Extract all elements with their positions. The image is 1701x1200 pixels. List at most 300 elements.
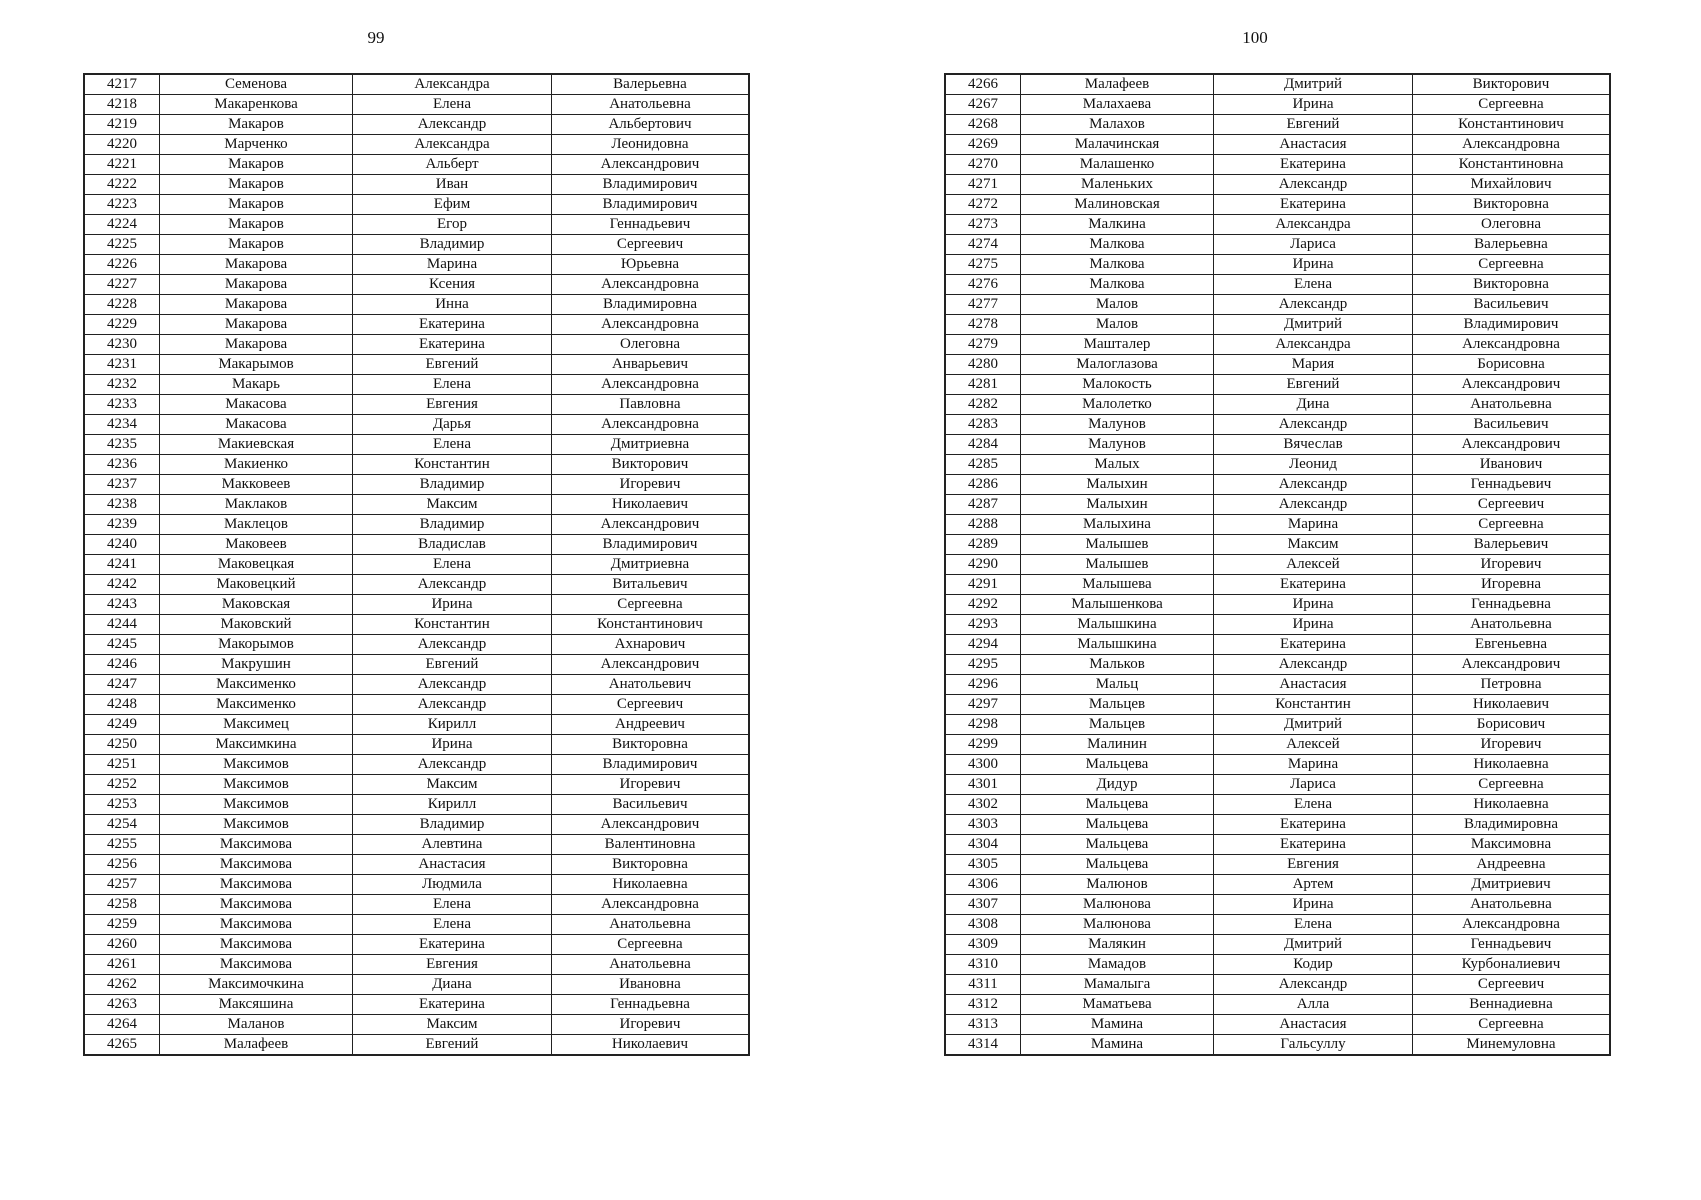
patronymic-cell: Борисовна bbox=[1413, 355, 1611, 375]
row-number: 4226 bbox=[84, 255, 160, 275]
row-number: 4245 bbox=[84, 635, 160, 655]
first-name-cell: Ирина bbox=[353, 735, 552, 755]
row-number: 4241 bbox=[84, 555, 160, 575]
table-row bbox=[945, 995, 1610, 1015]
patronymic-cell: Викторовна bbox=[552, 735, 750, 755]
row-number: 4282 bbox=[945, 395, 1021, 415]
patronymic-cell: Александрович bbox=[1413, 435, 1611, 455]
surname-cell: Малыхина bbox=[1021, 515, 1214, 535]
row-number: 4269 bbox=[945, 135, 1021, 155]
surname-cell: Максимова bbox=[160, 895, 353, 915]
surname-cell: Малинин bbox=[1021, 735, 1214, 755]
first-name-cell: Алексей bbox=[1214, 555, 1413, 575]
row-number: 4294 bbox=[945, 635, 1021, 655]
table-row bbox=[945, 395, 1610, 415]
patronymic-cell: Васильевич bbox=[552, 795, 750, 815]
first-name-cell: Евгения bbox=[353, 395, 552, 415]
surname-cell: Максимец bbox=[160, 715, 353, 735]
first-name-cell: Ирина bbox=[1214, 255, 1413, 275]
patronymic-cell: Васильевич bbox=[1413, 415, 1611, 435]
surname-cell: Макиенко bbox=[160, 455, 353, 475]
first-name-cell: Диана bbox=[353, 975, 552, 995]
row-number: 4263 bbox=[84, 995, 160, 1015]
table-row bbox=[84, 295, 749, 315]
row-number: 4283 bbox=[945, 415, 1021, 435]
surname-cell: Малов bbox=[1021, 315, 1214, 335]
row-number: 4225 bbox=[84, 235, 160, 255]
table-row bbox=[945, 495, 1610, 515]
surname-cell: Малых bbox=[1021, 455, 1214, 475]
patronymic-cell: Анатольевна bbox=[552, 95, 750, 115]
row-number: 4255 bbox=[84, 835, 160, 855]
patronymic-cell: Ивановна bbox=[552, 975, 750, 995]
surname-cell: Макарова bbox=[160, 255, 353, 275]
surname-cell: Макарова bbox=[160, 275, 353, 295]
first-name-cell: Максим bbox=[1214, 535, 1413, 555]
table-row bbox=[84, 215, 749, 235]
patronymic-cell: Юрьевна bbox=[552, 255, 750, 275]
table-row bbox=[945, 715, 1610, 735]
first-name-cell: Альберт bbox=[353, 155, 552, 175]
table-row bbox=[84, 415, 749, 435]
surname-cell: Макаров bbox=[160, 115, 353, 135]
first-name-cell: Кирилл bbox=[353, 795, 552, 815]
first-name-cell: Иван bbox=[353, 175, 552, 195]
row-number: 4274 bbox=[945, 235, 1021, 255]
patronymic-cell: Николаевич bbox=[1413, 695, 1611, 715]
table-row bbox=[84, 835, 749, 855]
row-number: 4295 bbox=[945, 655, 1021, 675]
row-number: 4298 bbox=[945, 715, 1021, 735]
table-row bbox=[945, 215, 1610, 235]
surname-cell: Мамадов bbox=[1021, 955, 1214, 975]
table-row bbox=[84, 495, 749, 515]
row-number: 4236 bbox=[84, 455, 160, 475]
patronymic-cell: Минемуловна bbox=[1413, 1035, 1611, 1056]
surname-cell: Малкина bbox=[1021, 215, 1214, 235]
first-name-cell: Марина bbox=[1214, 755, 1413, 775]
first-name-cell: Марина bbox=[1214, 515, 1413, 535]
patronymic-cell: Владимирович bbox=[552, 535, 750, 555]
table-row bbox=[84, 74, 749, 95]
table-row bbox=[84, 375, 749, 395]
first-name-cell: Людмила bbox=[353, 875, 552, 895]
first-name-cell: Екатерина bbox=[353, 995, 552, 1015]
surname-cell: Малышев bbox=[1021, 555, 1214, 575]
first-name-cell: Дмитрий bbox=[1214, 74, 1413, 95]
patronymic-cell: Олеговна bbox=[1413, 215, 1611, 235]
first-name-cell: Владимир bbox=[353, 515, 552, 535]
row-number: 4231 bbox=[84, 355, 160, 375]
patronymic-cell: Дмитриевич bbox=[1413, 875, 1611, 895]
row-number: 4306 bbox=[945, 875, 1021, 895]
row-number: 4243 bbox=[84, 595, 160, 615]
row-number: 4307 bbox=[945, 895, 1021, 915]
table-row bbox=[945, 375, 1610, 395]
surname-cell: Макаров bbox=[160, 215, 353, 235]
patronymic-cell: Анатольевна bbox=[552, 915, 750, 935]
first-name-cell: Евгений bbox=[353, 655, 552, 675]
table-row bbox=[945, 635, 1610, 655]
table-row bbox=[84, 775, 749, 795]
surname-cell: Максимкина bbox=[160, 735, 353, 755]
row-number: 4304 bbox=[945, 835, 1021, 855]
patronymic-cell: Владимирович bbox=[552, 755, 750, 775]
table-row bbox=[945, 415, 1610, 435]
surname-cell: Максимова bbox=[160, 855, 353, 875]
first-name-cell: Анастасия bbox=[1214, 135, 1413, 155]
row-number: 4314 bbox=[945, 1035, 1021, 1056]
row-number: 4254 bbox=[84, 815, 160, 835]
row-number: 4276 bbox=[945, 275, 1021, 295]
table-row bbox=[84, 135, 749, 155]
table-row bbox=[84, 455, 749, 475]
patronymic-cell: Иванович bbox=[1413, 455, 1611, 475]
row-number: 4250 bbox=[84, 735, 160, 755]
surname-cell: Максимов bbox=[160, 775, 353, 795]
patronymic-cell: Александровна bbox=[1413, 915, 1611, 935]
table-row bbox=[945, 775, 1610, 795]
surname-cell: Мальцев bbox=[1021, 715, 1214, 735]
row-number: 4239 bbox=[84, 515, 160, 535]
surname-cell: Макаров bbox=[160, 195, 353, 215]
first-name-cell: Дмитрий bbox=[1214, 715, 1413, 735]
row-number: 4237 bbox=[84, 475, 160, 495]
table-row bbox=[945, 235, 1610, 255]
row-number: 4247 bbox=[84, 675, 160, 695]
surname-cell: Мальц bbox=[1021, 675, 1214, 695]
table-row bbox=[84, 175, 749, 195]
first-name-cell: Екатерина bbox=[1214, 815, 1413, 835]
surname-cell: Макковеев bbox=[160, 475, 353, 495]
surname-cell: Маковецкий bbox=[160, 575, 353, 595]
table-row bbox=[945, 615, 1610, 635]
surname-cell: Малахаева bbox=[1021, 95, 1214, 115]
surname-cell: Малунов bbox=[1021, 435, 1214, 455]
surname-cell: Малякин bbox=[1021, 935, 1214, 955]
table-row bbox=[84, 395, 749, 415]
table-row bbox=[84, 755, 749, 775]
first-name-cell: Евгения bbox=[353, 955, 552, 975]
first-name-cell: Константин bbox=[1214, 695, 1413, 715]
patronymic-cell: Дмитриевна bbox=[552, 555, 750, 575]
first-name-cell: Елена bbox=[1214, 795, 1413, 815]
first-name-cell: Егор bbox=[353, 215, 552, 235]
first-name-cell: Вячеслав bbox=[1214, 435, 1413, 455]
table-row bbox=[945, 175, 1610, 195]
table-row bbox=[945, 795, 1610, 815]
row-number: 4267 bbox=[945, 95, 1021, 115]
first-name-cell: Ирина bbox=[1214, 615, 1413, 635]
surname-cell: Машталер bbox=[1021, 335, 1214, 355]
row-number: 4292 bbox=[945, 595, 1021, 615]
first-name-cell: Александра bbox=[1214, 215, 1413, 235]
table-row bbox=[945, 475, 1610, 495]
page-number-right: 100 bbox=[1242, 28, 1268, 47]
patronymic-cell: Константинович bbox=[1413, 115, 1611, 135]
patronymic-cell: Игоревна bbox=[1413, 575, 1611, 595]
first-name-cell: Марина bbox=[353, 255, 552, 275]
row-number: 4258 bbox=[84, 895, 160, 915]
first-name-cell: Екатерина bbox=[1214, 155, 1413, 175]
patronymic-cell: Александровна bbox=[552, 415, 750, 435]
table-row bbox=[945, 1015, 1610, 1035]
surname-cell: Макаров bbox=[160, 235, 353, 255]
patronymic-cell: Геннадьевна bbox=[552, 995, 750, 1015]
row-number: 4234 bbox=[84, 415, 160, 435]
table-row bbox=[945, 815, 1610, 835]
first-name-cell: Ирина bbox=[1214, 95, 1413, 115]
row-number: 4272 bbox=[945, 195, 1021, 215]
row-number: 4311 bbox=[945, 975, 1021, 995]
table-row bbox=[945, 935, 1610, 955]
patronymic-cell: Игоревич bbox=[1413, 735, 1611, 755]
first-name-cell: Дмитрий bbox=[1214, 315, 1413, 335]
row-number: 4287 bbox=[945, 495, 1021, 515]
first-name-cell: Алексей bbox=[1214, 735, 1413, 755]
first-name-cell: Константин bbox=[353, 455, 552, 475]
table-row bbox=[945, 955, 1610, 975]
table-row bbox=[84, 435, 749, 455]
table-row bbox=[84, 475, 749, 495]
table-row bbox=[84, 95, 749, 115]
patronymic-cell: Александрович bbox=[552, 155, 750, 175]
table-row bbox=[945, 155, 1610, 175]
surname-cell: Малышкина bbox=[1021, 615, 1214, 635]
row-number: 4281 bbox=[945, 375, 1021, 395]
surname-cell: Максимова bbox=[160, 955, 353, 975]
table-row bbox=[945, 675, 1610, 695]
row-number: 4297 bbox=[945, 695, 1021, 715]
table-row bbox=[84, 935, 749, 955]
surname-cell: Малунов bbox=[1021, 415, 1214, 435]
surname-cell: Максимова bbox=[160, 875, 353, 895]
patronymic-cell: Сергеевна bbox=[1413, 255, 1611, 275]
surname-cell: Максимов bbox=[160, 815, 353, 835]
table-row bbox=[945, 295, 1610, 315]
patronymic-cell: Сергеевна bbox=[552, 935, 750, 955]
first-name-cell: Елена bbox=[353, 915, 552, 935]
surname-cell: Малкова bbox=[1021, 255, 1214, 275]
surname-cell: Максимов bbox=[160, 755, 353, 775]
row-number: 4217 bbox=[84, 74, 160, 95]
row-number: 4268 bbox=[945, 115, 1021, 135]
row-number: 4219 bbox=[84, 115, 160, 135]
table-row bbox=[945, 735, 1610, 755]
patronymic-cell: Сергеевна bbox=[1413, 775, 1611, 795]
first-name-cell: Кодир bbox=[1214, 955, 1413, 975]
table-row bbox=[84, 255, 749, 275]
table-row bbox=[945, 535, 1610, 555]
surname-cell: Малышева bbox=[1021, 575, 1214, 595]
row-number: 4261 bbox=[84, 955, 160, 975]
table-row bbox=[945, 975, 1610, 995]
patronymic-cell: Андреевич bbox=[552, 715, 750, 735]
surname-cell: Маковский bbox=[160, 615, 353, 635]
table-row bbox=[84, 335, 749, 355]
surname-cell: Малюнова bbox=[1021, 915, 1214, 935]
row-number: 4305 bbox=[945, 855, 1021, 875]
surname-cell: Максименко bbox=[160, 695, 353, 715]
patronymic-cell: Дмитриевна bbox=[552, 435, 750, 455]
patronymic-cell: Николаевна bbox=[1413, 795, 1611, 815]
table-row bbox=[945, 515, 1610, 535]
surname-cell: Мамалыга bbox=[1021, 975, 1214, 995]
first-name-cell: Александр bbox=[353, 115, 552, 135]
table-row bbox=[945, 595, 1610, 615]
table-row bbox=[84, 915, 749, 935]
row-number: 4302 bbox=[945, 795, 1021, 815]
first-name-cell: Кирилл bbox=[353, 715, 552, 735]
first-name-cell: Гальсуллу bbox=[1214, 1035, 1413, 1056]
row-number: 4270 bbox=[945, 155, 1021, 175]
table-row bbox=[84, 655, 749, 675]
first-name-cell: Елена bbox=[1214, 915, 1413, 935]
surname-cell: Мамина bbox=[1021, 1035, 1214, 1056]
first-name-cell: Александра bbox=[353, 74, 552, 95]
patronymic-cell: Геннадьевна bbox=[1413, 595, 1611, 615]
patronymic-cell: Анатольевна bbox=[1413, 395, 1611, 415]
row-number: 4293 bbox=[945, 615, 1021, 635]
patronymic-cell: Игоревич bbox=[552, 775, 750, 795]
surname-cell: Максимов bbox=[160, 795, 353, 815]
patronymic-cell: Владимирович bbox=[552, 175, 750, 195]
first-name-cell: Инна bbox=[353, 295, 552, 315]
surname-cell: Малолетко bbox=[1021, 395, 1214, 415]
table-row bbox=[84, 1015, 749, 1035]
first-name-cell: Константин bbox=[353, 615, 552, 635]
row-number: 4280 bbox=[945, 355, 1021, 375]
patronymic-cell: Евгеньевна bbox=[1413, 635, 1611, 655]
patronymic-cell: Сергеевна bbox=[1413, 95, 1611, 115]
patronymic-cell: Константинович bbox=[552, 615, 750, 635]
table-row bbox=[84, 235, 749, 255]
surname-cell: Мальцев bbox=[1021, 695, 1214, 715]
surname-cell: Маковская bbox=[160, 595, 353, 615]
row-number: 4262 bbox=[84, 975, 160, 995]
patronymic-cell: Викторовна bbox=[1413, 195, 1611, 215]
row-number: 4291 bbox=[945, 575, 1021, 595]
first-name-cell: Мария bbox=[1214, 355, 1413, 375]
surname-cell: Мальцева bbox=[1021, 855, 1214, 875]
surname-cell: Малачинская bbox=[1021, 135, 1214, 155]
row-number: 4218 bbox=[84, 95, 160, 115]
table-row bbox=[945, 195, 1610, 215]
table-row bbox=[945, 655, 1610, 675]
surname-cell: Малафеев bbox=[160, 1035, 353, 1056]
patronymic-cell: Александрович bbox=[552, 815, 750, 835]
patronymic-cell: Ахнарович bbox=[552, 635, 750, 655]
surname-cell: Максяшина bbox=[160, 995, 353, 1015]
row-number: 4230 bbox=[84, 335, 160, 355]
patronymic-cell: Анатольевна bbox=[1413, 895, 1611, 915]
surname-cell: Малышкина bbox=[1021, 635, 1214, 655]
row-number: 4279 bbox=[945, 335, 1021, 355]
row-number: 4284 bbox=[945, 435, 1021, 455]
table-row bbox=[84, 735, 749, 755]
table-row bbox=[945, 74, 1610, 95]
first-name-cell: Максим bbox=[353, 775, 552, 795]
row-number: 4278 bbox=[945, 315, 1021, 335]
row-number: 4285 bbox=[945, 455, 1021, 475]
patronymic-cell: Анатольевна bbox=[552, 955, 750, 975]
row-number: 4235 bbox=[84, 435, 160, 455]
first-name-cell: Анастасия bbox=[1214, 1015, 1413, 1035]
first-name-cell: Владимир bbox=[353, 475, 552, 495]
first-name-cell: Владимир bbox=[353, 235, 552, 255]
table-row bbox=[84, 355, 749, 375]
surname-cell: Макиевская bbox=[160, 435, 353, 455]
roster-body-left bbox=[84, 74, 749, 1055]
surname-cell: Мальцева bbox=[1021, 795, 1214, 815]
patronymic-cell: Владимировна bbox=[1413, 815, 1611, 835]
row-number: 4256 bbox=[84, 855, 160, 875]
row-number: 4244 bbox=[84, 615, 160, 635]
first-name-cell: Алла bbox=[1214, 995, 1413, 1015]
first-name-cell: Александр bbox=[1214, 975, 1413, 995]
first-name-cell: Александр bbox=[1214, 475, 1413, 495]
table-row bbox=[84, 155, 749, 175]
patronymic-cell: Игоревич bbox=[552, 475, 750, 495]
patronymic-cell: Олеговна bbox=[552, 335, 750, 355]
first-name-cell: Елена bbox=[353, 895, 552, 915]
row-number: 4233 bbox=[84, 395, 160, 415]
surname-cell: Макаренкова bbox=[160, 95, 353, 115]
first-name-cell: Александр bbox=[353, 695, 552, 715]
surname-cell: Маклецов bbox=[160, 515, 353, 535]
patronymic-cell: Александровна bbox=[1413, 335, 1611, 355]
surname-cell: Мальцева bbox=[1021, 815, 1214, 835]
surname-cell: Малафеев bbox=[1021, 74, 1214, 95]
table-row bbox=[84, 615, 749, 635]
first-name-cell: Алевтина bbox=[353, 835, 552, 855]
surname-cell: Малюнова bbox=[1021, 895, 1214, 915]
row-number: 4289 bbox=[945, 535, 1021, 555]
first-name-cell: Максим bbox=[353, 1015, 552, 1035]
patronymic-cell: Сергеевна bbox=[1413, 1015, 1611, 1035]
table-row bbox=[84, 855, 749, 875]
first-name-cell: Елена bbox=[353, 375, 552, 395]
patronymic-cell: Александровна bbox=[1413, 135, 1611, 155]
first-name-cell: Дарья bbox=[353, 415, 552, 435]
patronymic-cell: Викторович bbox=[552, 455, 750, 475]
row-number: 4277 bbox=[945, 295, 1021, 315]
row-number: 4300 bbox=[945, 755, 1021, 775]
patronymic-cell: Александрович bbox=[552, 515, 750, 535]
roster-table-right bbox=[944, 73, 1611, 1056]
table-row bbox=[84, 115, 749, 135]
patronymic-cell: Александровна bbox=[552, 375, 750, 395]
table-row bbox=[84, 995, 749, 1015]
table-row bbox=[84, 975, 749, 995]
first-name-cell: Ирина bbox=[1214, 595, 1413, 615]
row-number: 4273 bbox=[945, 215, 1021, 235]
row-number: 4238 bbox=[84, 495, 160, 515]
first-name-cell: Елена bbox=[353, 435, 552, 455]
patronymic-cell: Анварьевич bbox=[552, 355, 750, 375]
surname-cell: Макарь bbox=[160, 375, 353, 395]
surname-cell: Малашенко bbox=[1021, 155, 1214, 175]
first-name-cell: Евгений bbox=[353, 355, 552, 375]
table-row bbox=[945, 135, 1610, 155]
row-number: 4253 bbox=[84, 795, 160, 815]
surname-cell: Малахов bbox=[1021, 115, 1214, 135]
patronymic-cell: Геннадьевич bbox=[1413, 935, 1611, 955]
row-number: 4264 bbox=[84, 1015, 160, 1035]
table-row bbox=[945, 1035, 1610, 1056]
first-name-cell: Ирина bbox=[353, 595, 552, 615]
row-number: 4290 bbox=[945, 555, 1021, 575]
